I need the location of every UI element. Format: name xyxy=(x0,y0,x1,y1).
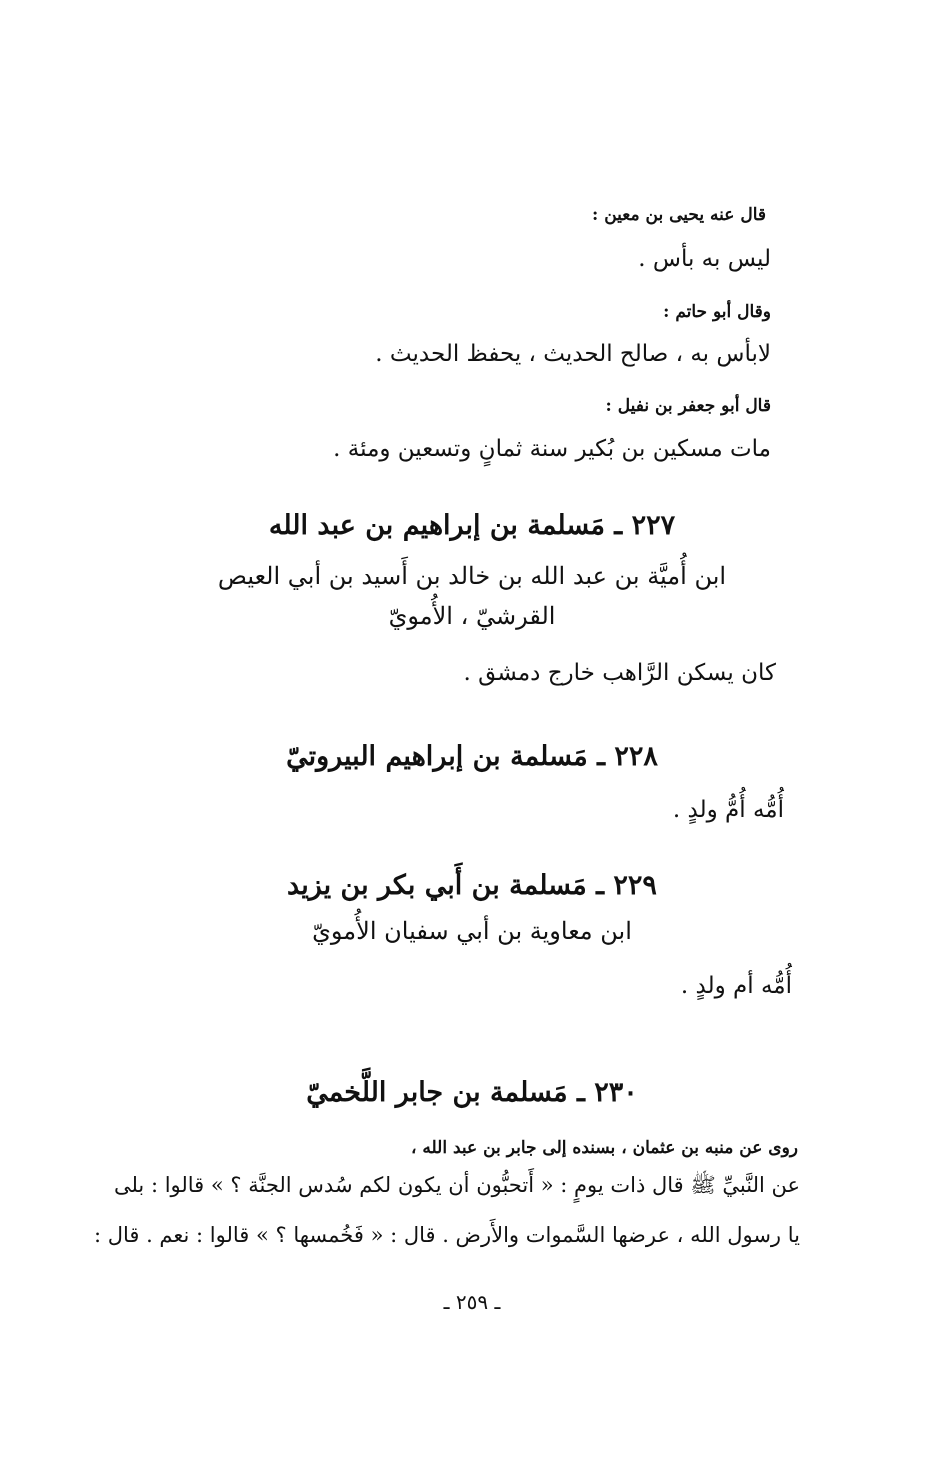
entry-subline-227-1: ابن أُميَّة بن عبد الله بن خالد بن أَسيد بن أبي العيص xyxy=(217,562,727,590)
page-number: ـ ٢٥٩ ـ xyxy=(443,1290,501,1314)
entry-heading-230: ٢٣٠ ـ مَسلمة بن جابر اللَّخميّ xyxy=(306,1077,638,1108)
entry-paragraph-230-2: يا رسول الله ، عرضها السَّموات والأَرض . قال : « فَخُمسها ؟ » قالوا : نعم . قال : xyxy=(93,1223,800,1247)
entry-body-228: أُمُّه أُمُّ ولدٍ . xyxy=(672,797,784,823)
entry-heading-227: ٢٢٧ ـ مَسلمة بن إبراهيم بن عبد الله xyxy=(268,510,676,541)
entry-paragraph-230-1: عن النَّبيِّ ﷺ قال ذات يومٍ : « أَتحبُّون أن يكون لكم سُدس الجنَّة ؟ » قالوا : بلى xyxy=(113,1173,800,1197)
entry-heading-228: ٢٢٨ ـ مَسلمة بن إبراهيم البيروتيّ xyxy=(286,741,658,772)
entry-body-227: كان يسكن الرَّاهب خارج دمشق . xyxy=(463,660,776,686)
narrator-line-2: وقال أبو حاتم : xyxy=(663,302,771,322)
entry-intro-230: روى عن منبه بن عثمان ، بسنده إلى جابر بن عبد الله ، xyxy=(411,1138,798,1158)
text-line-2: لابأس به ، صالح الحديث ، يحفظ الحديث . xyxy=(375,341,771,367)
entry-subline-227-2: القرشيّ ، الأُمويّ xyxy=(388,602,556,630)
narrator-line-3: قال أبو جعفر بن نفيل : xyxy=(605,396,771,416)
entry-heading-229: ٢٢٩ ـ مَسلمة بن أَبي بكر بن يزيد xyxy=(287,870,657,901)
text-line-1: ليس به بأس . xyxy=(638,246,771,272)
entry-body-229: أُمُّه أم ولدٍ . xyxy=(680,973,792,999)
text-line-3: مات مسكين بن بُكير سنة ثمانٍ وتسعين ومئة . xyxy=(333,436,771,462)
entry-subline-229-1: ابن معاوية بن أبي سفيان الأُمويّ xyxy=(312,917,632,945)
narrator-line-1: قال عنه يحيى بن معين : xyxy=(592,205,766,225)
